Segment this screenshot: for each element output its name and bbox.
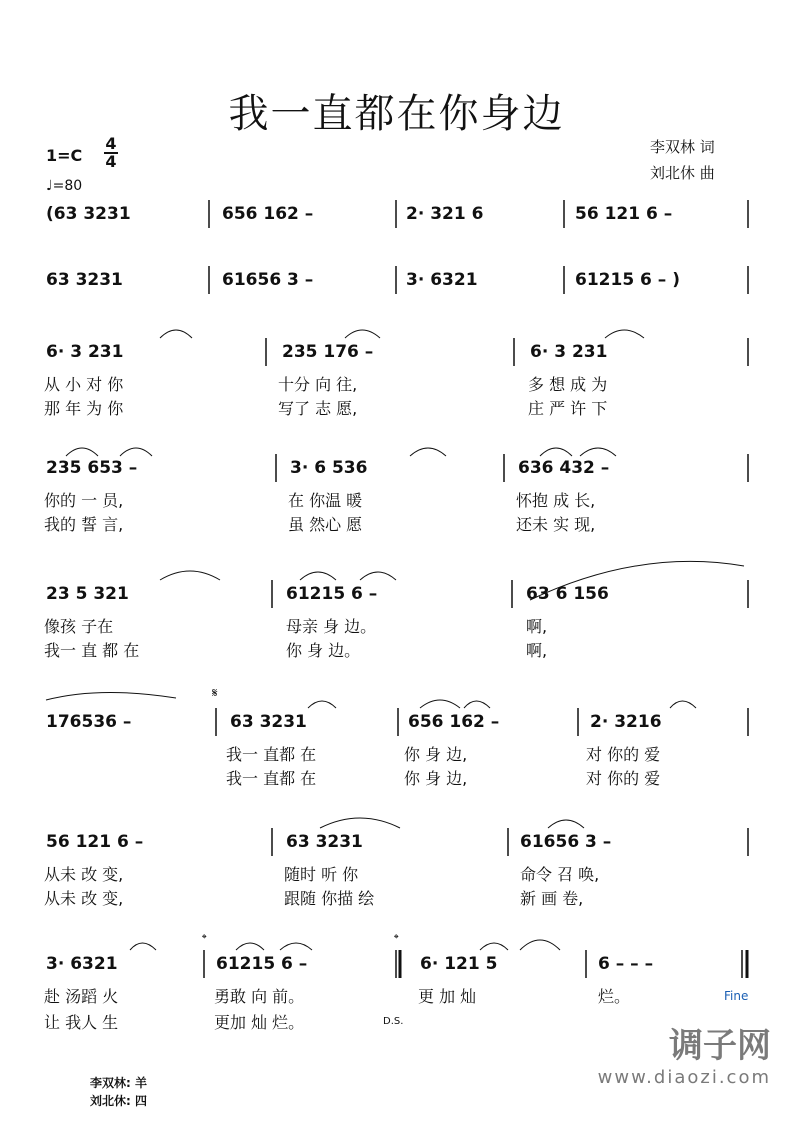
watermark (598, 1018, 771, 1088)
notation-measure: 636 432 – (518, 458, 610, 478)
tempo-marking (46, 178, 82, 194)
slur (360, 572, 396, 580)
lyric-line: 我一 直 都 在 (44, 641, 140, 660)
notation-measure: 23 5 321 (46, 584, 129, 604)
lyric-line: 跟随 你描 绘 (284, 889, 375, 908)
time-signature-bottom: 4 (105, 152, 117, 171)
slur (308, 701, 336, 708)
lyric-line: 你 身 边。 (286, 641, 361, 660)
lyric-line: 从 小 对 你 (44, 375, 124, 394)
lyric-line: 从未 改 变, (44, 889, 124, 908)
slur (160, 571, 220, 580)
footer-line: 刘北休: 四 (90, 1094, 147, 1108)
slur (410, 448, 446, 456)
lyric-line: 啊, (526, 641, 548, 660)
slur (670, 701, 696, 708)
notation-measure: 63 3231 (46, 270, 123, 290)
slur (120, 448, 152, 456)
notation-measure: 3· 6321 (406, 270, 478, 290)
ds-marking: D.S. (383, 1016, 404, 1027)
notation-measure: (63 3231 (46, 204, 131, 224)
coda-icon: 𝄌 (202, 932, 207, 947)
slurs (46, 330, 744, 950)
notation-measure: 56 121 6 – (46, 832, 144, 852)
slur (548, 820, 584, 828)
composer-credit: 刘北休 曲 (650, 164, 715, 182)
key-signature: 1=C (46, 146, 83, 165)
tempo-value: =80 (52, 178, 83, 194)
lyric-line: 勇敢 向 前。 (214, 987, 305, 1006)
slur (130, 943, 156, 950)
lyric-line: 新 画 卷, (520, 889, 584, 908)
slur (605, 330, 644, 338)
notation-measure: 656 162 – (222, 204, 314, 224)
watermark-logo: 调子网 (669, 1026, 771, 1066)
notation-measure: 235 653 – (46, 458, 138, 478)
lyric-line: 烂。 (598, 987, 631, 1006)
slur (46, 692, 176, 700)
lyricist-credit: 李双林 词 (650, 138, 715, 156)
notation-measure: 63 6 156 (526, 584, 609, 604)
lyric-line: 像孩 子在 (44, 617, 114, 636)
segno-icon: 𝄋 (212, 686, 218, 701)
coda-icon: 𝄌 (394, 932, 399, 947)
notation-measure: 61215 6 – ) (575, 270, 680, 290)
slur (540, 448, 572, 456)
lyric-line: 你 身 边, (404, 745, 468, 764)
lyric-line: 虽 然心 愿 (288, 515, 363, 534)
footer-line: 李双林: 羊 (90, 1076, 147, 1090)
slur (520, 940, 560, 950)
lyric-line: 对 你的 爱 (586, 745, 661, 764)
lyric-line: 你 身 边, (404, 769, 468, 788)
notation-measure: 2· 321 6 (406, 204, 484, 224)
notation-measure: 235 176 – (282, 342, 374, 362)
lyric-line: 还未 实 现, (516, 515, 596, 534)
time-signature (104, 136, 118, 170)
lyric-line: 更加 灿 烂。 (214, 1013, 305, 1032)
notation-measure: 176536 – (46, 712, 132, 732)
notation-measure: 6 – – – (598, 954, 654, 974)
lyric-line: 我一 直都 在 (226, 745, 317, 764)
notation-measure: 3· 6321 (46, 954, 118, 974)
lyric-line: 在 你温 暖 (288, 491, 363, 510)
lyric-line: 让 我人 生 (44, 1013, 119, 1032)
notation-measure: 61215 6 – (286, 584, 378, 604)
lyric-line: 写了 志 愿, (278, 399, 358, 418)
lyric-line: 多 想 成 为 (528, 375, 608, 394)
lyric-line: 那 年 为 你 (44, 399, 124, 418)
lyric-line: 母亲 身 边。 (286, 617, 377, 636)
watermark-url: www.diaozi.com (597, 1067, 771, 1088)
notation-measure: 6· 121 5 (420, 954, 498, 974)
notation-measure: 61656 3 – (222, 270, 314, 290)
time-signature-top: 4 (105, 134, 117, 153)
notation-measure: 3· 6 536 (290, 458, 368, 478)
slur (320, 818, 400, 828)
lyric-line: 随时 听 你 (284, 865, 359, 884)
slur (420, 700, 460, 708)
quarter-note-icon: ♩ (46, 178, 53, 194)
slur (580, 448, 616, 456)
lyric-line: 庄 严 许 下 (528, 399, 608, 418)
notation-measure: 61215 6 – (216, 954, 308, 974)
lyric-line: 你的 一 员, (44, 491, 124, 510)
slur (66, 448, 98, 456)
lyric-line: 十分 向 往, (278, 375, 358, 394)
notation-measure: 656 162 – (408, 712, 500, 732)
notation-measure: 61656 3 – (520, 832, 612, 852)
lyric-line: 对 你的 爱 (586, 769, 661, 788)
slur (300, 572, 336, 580)
notation-measure: 2· 3216 (590, 712, 662, 732)
slur (160, 330, 192, 338)
lyric-line: 从未 改 变, (44, 865, 124, 884)
fine-marking: Fine (724, 989, 749, 1003)
notation-measure: 56 121 6 – (575, 204, 673, 224)
notation-measure: 63 3231 (286, 832, 363, 852)
slur (480, 943, 508, 950)
slur (464, 701, 490, 708)
lyric-line: 怀抱 成 长, (516, 491, 596, 510)
slur (236, 943, 264, 950)
notation-measure: 63 3231 (230, 712, 307, 732)
lyric-line: 啊, (526, 617, 548, 636)
slur (345, 330, 380, 338)
slur (280, 943, 312, 950)
notation-measure: 6· 3 231 (530, 342, 608, 362)
lyric-line: 命令 召 唤, (520, 865, 600, 884)
song-title: 我一直都在你身边 (228, 91, 565, 137)
lyric-line: 我的 誓 言, (44, 515, 124, 534)
lyric-line: 我一 直都 在 (226, 769, 317, 788)
lyric-line: 赴 汤蹈 火 (44, 987, 119, 1006)
notation-measure: 6· 3 231 (46, 342, 124, 362)
lyric-line: 更 加 灿 (418, 987, 477, 1006)
